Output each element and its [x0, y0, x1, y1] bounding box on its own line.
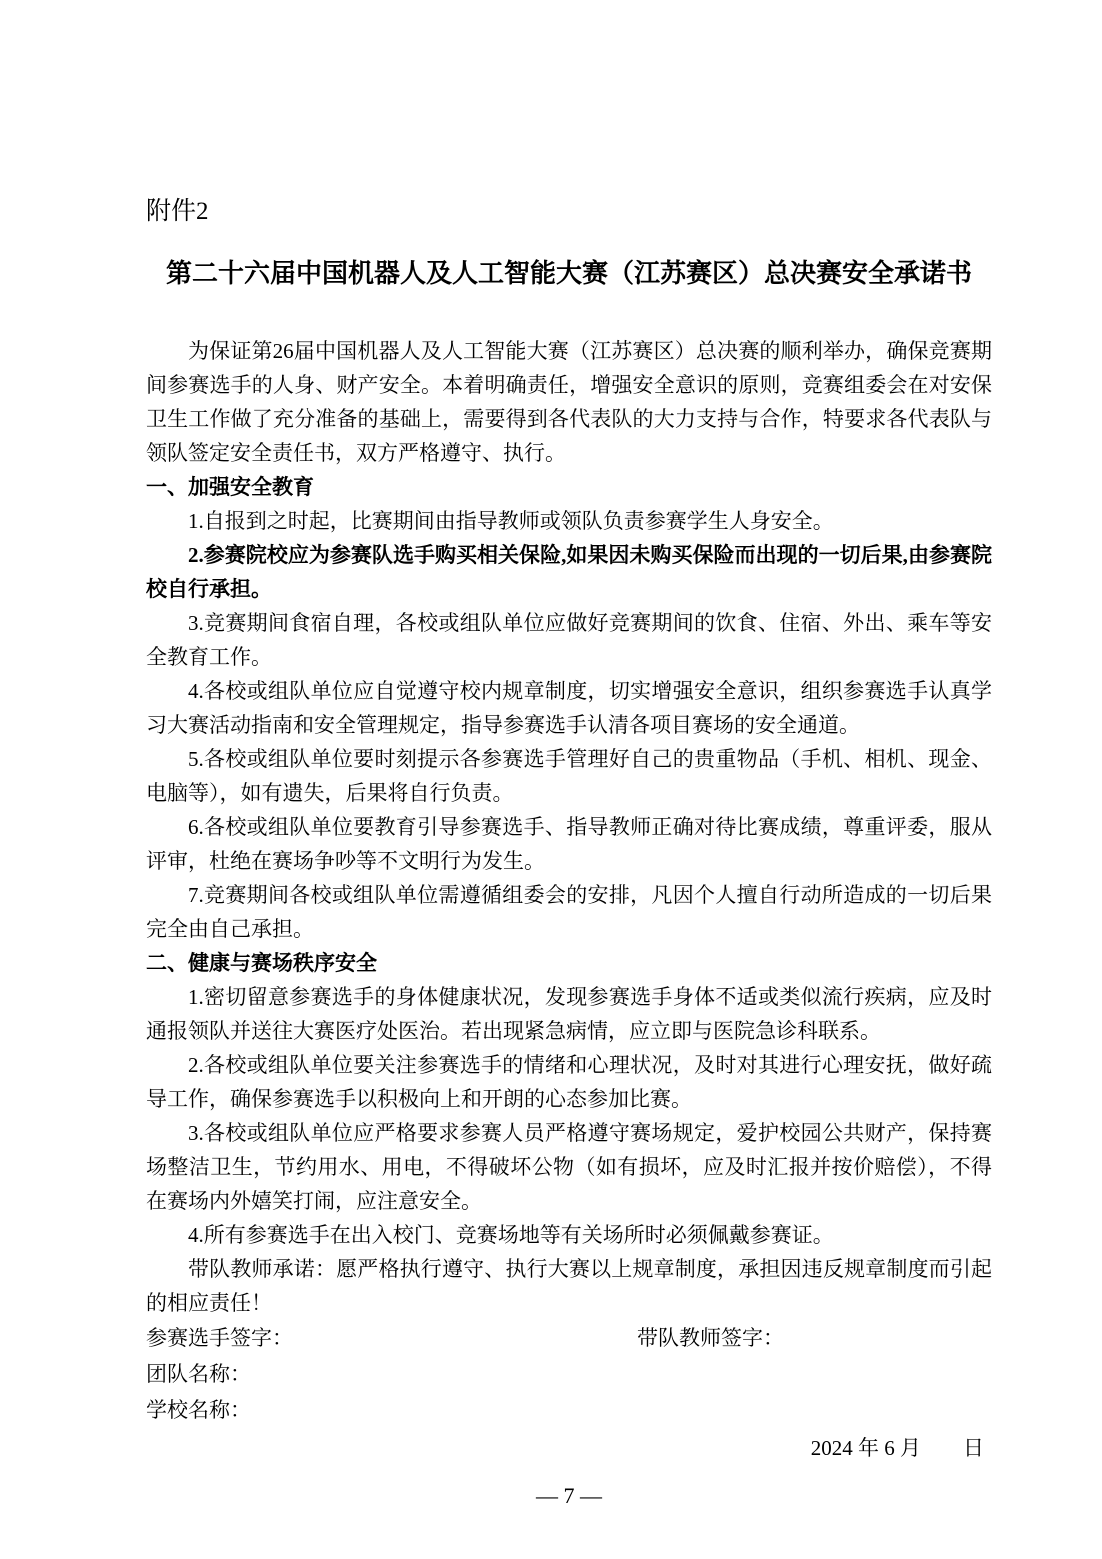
teacher-signature-label: 带队教师签字：: [637, 1326, 784, 1350]
section1-item-5: 5.各校或组队单位要时刻提示各参赛选手管理好自己的贵重物品（手机、相机、现金、电脑等），如有遗失，后果将自行负责。: [146, 747, 992, 805]
document-body: [146, 334, 992, 1510]
section1-item-2: 2.参赛院校应为参赛队选手购买相关保险,如果因未购买保险而出现的一切后果,由参赛院校自行承担。: [146, 543, 992, 601]
intro-paragraph: 为保证第26届中国机器人及人工智能大赛（江苏赛区）总决赛的顺利举办，确保竞赛期间参赛选手的人身、财产安全。本着明确责任，增强安全意识的原则，竞赛组委会在对安保卫生工作做了充分准备的基础上，需要得到各代表队的大力支持与合作，特要求各代表队与领队签定安全责任书，双方严格遵守、执行。: [146, 339, 992, 465]
section1-heading: 一、加强安全教育: [146, 475, 314, 499]
player-signature-label: 参赛选手签字：: [146, 1326, 293, 1350]
section1-item-6: 6.各校或组队单位要教育引导参赛选手、指导教师正确对待比赛成绩，尊重评委，服从评审，杜绝在赛场争吵等不文明行为发生。: [146, 815, 992, 873]
section2-heading: 二、健康与赛场秩序安全: [146, 951, 377, 975]
section1-item-4: 4.各校或组队单位应自觉遵守校内规章制度，切实增强安全意识，组织参赛选手认真学习大赛活动指南和安全管理规定，指导参赛选手认清各项目赛场的安全通道。: [146, 679, 992, 737]
page-number: — 7 —: [536, 1483, 602, 1508]
section1-item-1: 1.自报到之时起，比赛期间由指导教师或领队负责参赛学生人身安全。: [188, 509, 834, 533]
date-line: 2024 年 6 月 日: [810, 1436, 984, 1460]
section2-item-4: 4.所有参赛选手在出入校门、竞赛场地等有关场所时必须佩戴参赛证。: [188, 1223, 834, 1247]
signature-row: [146, 1320, 992, 1356]
team-name-label: 团队名称：: [146, 1362, 251, 1386]
document-title: 第二十六届中国机器人及人工智能大赛（江苏赛区）总决赛安全承诺书: [165, 259, 972, 288]
section2-item-2: 2.各校或组队单位要关注参赛选手的情绪和心理状况，及时对其进行心理安抚，做好疏导工作，确保参赛选手以积极向上和开朗的心态参加比赛。: [146, 1053, 992, 1111]
section2-item-3: 3.各校或组队单位应严格要求参赛人员严格遵守赛场规定，爱护校园公共财产，保持赛场整洁卫生，节约用水、用电，不得破坏公物（如有损坏，应及时汇报并按价赔偿），不得在赛场内外嬉笑打闹，应注意安全。: [146, 1121, 992, 1213]
attachment-label: 附件2: [146, 198, 209, 225]
section1-item-7: 7.竞赛期间各校或组队单位需遵循组委会的安排，凡因个人擅自行动所造成的一切后果完全由自己承担。: [146, 883, 992, 941]
school-name-label: 学校名称：: [146, 1398, 251, 1422]
teacher-promise-paragraph: 带队教师承诺：愿严格执行遵守、执行大赛以上规章制度，承担因违反规章制度而引起的相应责任！: [146, 1257, 992, 1315]
section2-item-1: 1.密切留意参赛选手的身体健康状况，发现参赛选手身体不适或类似流行疾病，应及时通报领队并送往大赛医疗处医治。若出现紧急病情，应立即与医院急诊科联系。: [146, 985, 992, 1043]
section1-item-3: 3.竞赛期间食宿自理，各校或组队单位应做好竞赛期间的饮食、住宿、外出、乘车等安全教育工作。: [146, 611, 992, 669]
